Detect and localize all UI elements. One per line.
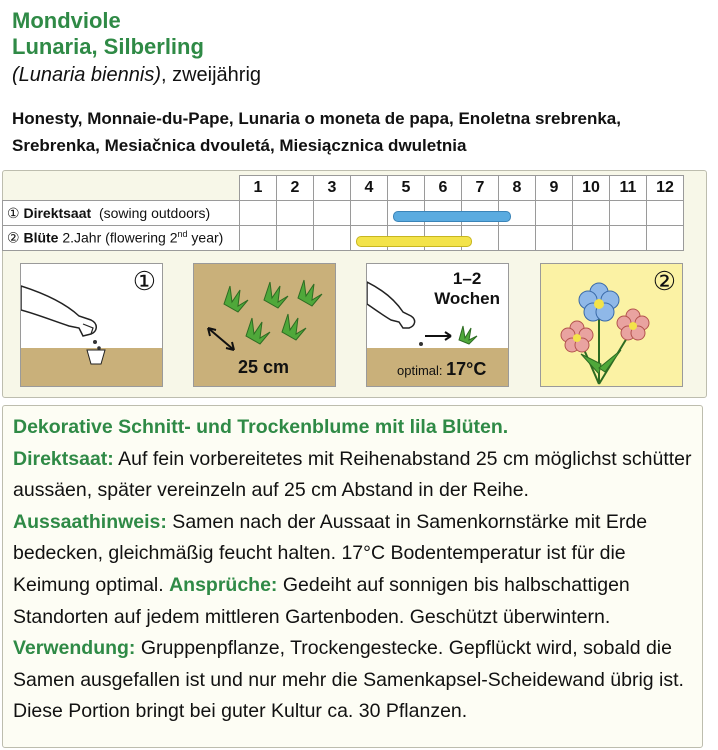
sowing-illustration <box>20 263 163 387</box>
month-6: 6 <box>425 176 462 201</box>
row-label-sowing: ① Direktsaat (sowing outdoors) <box>3 201 240 226</box>
germination-illustration <box>366 263 509 387</box>
month-11: 11 <box>610 176 647 201</box>
step-marker-1: ① <box>132 266 156 296</box>
month-1: 1 <box>240 176 277 201</box>
month-10: 10 <box>573 176 610 201</box>
germination-time: 1–2 Wochen <box>434 269 500 308</box>
row-label-flowering: ② Blüte 2.Jahr (flowering 2nd year) <box>3 226 240 251</box>
hand-sowing-icon <box>21 264 163 387</box>
sowing-period-bar <box>393 211 511 222</box>
month-2: 2 <box>277 176 314 201</box>
latin-name: (Lunaria biennis) <box>12 64 161 86</box>
international-names-1: Honesty, Monnaie-du-Pape, Lunaria o moneta de papa, Enoletna srebrenka, <box>12 109 621 128</box>
month-3: 3 <box>314 176 351 201</box>
verwendung-paragraph: Verwendung: Gruppenpflanze, Trockengestecke. Gepflückt wird, sobald die Samen ausgefallen ist und nur mehr die Samenkapsel-Scheidewand übrig ist. Diese Portion bringt bei guter Kultur ca. 30 Pflanzen. <box>13 637 684 723</box>
aussaat-paragraph: Aussaathinweis: Samen nach der Aussaat in Samenkornstärke mit Erde bedecken, gleichmäßig feucht halten. 17°C Bodentemperatur ist für die Keimung optimal. Ansprüche: Gedeiht auf sonnigen bis halbschattigen Standorten auf jedem mittleren Gartenboden. Geschützt überwintern. <box>13 510 648 628</box>
optimal-temperature: optimal: 17°C <box>397 359 487 379</box>
flowering-illustration <box>540 263 683 387</box>
flowering-period-bar <box>356 236 472 247</box>
spacing-label: 25 cm <box>238 357 290 377</box>
month-4: 4 <box>351 176 388 201</box>
title-alt-names: Lunaria, Silberling <box>12 34 204 59</box>
month-12: 12 <box>647 176 684 201</box>
step-marker-2: ② <box>652 266 676 296</box>
headline: Dekorative Schnitt- und Trockenblume mit lila Blüten. <box>13 416 509 438</box>
latin-name-line <box>12 63 261 87</box>
lifecycle: , zweijährig <box>160 64 262 86</box>
international-names-2: Srebrenka, Mesiačnica dvouletá, Miesiącznica dwuletnia <box>12 136 467 155</box>
spacing-illustration <box>193 263 336 387</box>
month-7: 7 <box>462 176 499 201</box>
month-5: 5 <box>388 176 425 201</box>
month-9: 9 <box>536 176 573 201</box>
title-common-name: Mondviole <box>12 8 121 33</box>
direktsaat-paragraph: Direktsaat: Auf fein vorbereitetes mit Reihenabstand 25 cm möglichst schütter aussäen, später vereinzeln auf 25 cm Abstand in der Reihe. <box>13 447 692 502</box>
sowing-calendar <box>2 175 684 251</box>
month-8: 8 <box>499 176 536 201</box>
description-box <box>2 405 703 748</box>
flowers-icon <box>541 264 683 387</box>
